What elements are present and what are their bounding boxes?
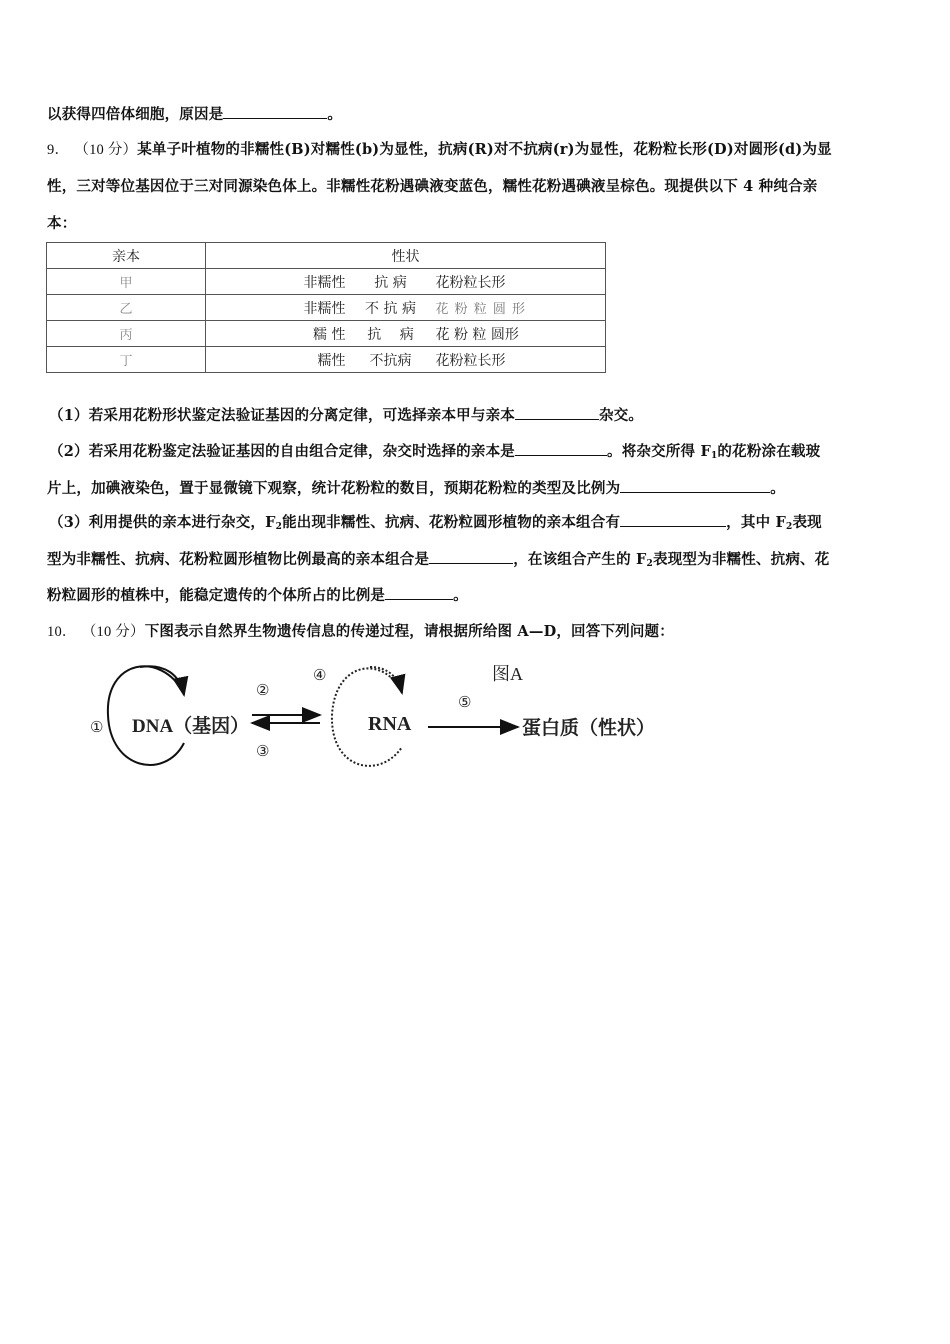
trait-disease: 不抗病 bbox=[369, 352, 412, 369]
node-dna: DNA（基因） bbox=[132, 716, 250, 737]
header-traits: 性状 bbox=[206, 243, 606, 269]
q9-sub2-line2 bbox=[47, 477, 785, 498]
label-3-reverse-transcription: ③ bbox=[256, 744, 270, 760]
subscript: 1 bbox=[710, 451, 718, 461]
continued-text: 以获得四倍体细胞，原因是 bbox=[47, 106, 224, 123]
sub3-after: ，其中 F bbox=[726, 514, 787, 531]
label-5-translation: ⑤ bbox=[458, 695, 472, 711]
question-score: （10 分） bbox=[74, 142, 138, 158]
parent-cell: 丙 bbox=[47, 321, 206, 347]
answer-blank[interactable] bbox=[515, 441, 607, 456]
trait-pollen: 花 粉 粒 圆 形 bbox=[435, 301, 527, 317]
q9-sub2-line1 bbox=[49, 440, 820, 461]
label-4-rna-replication: ④ bbox=[313, 668, 327, 684]
central-dogma-diagram bbox=[80, 655, 700, 785]
sub2-text: （2）若采用花粉鉴定法验证基因的自由组合定律，杂交时选择的亲本是 bbox=[49, 443, 515, 460]
period: 。 bbox=[770, 480, 785, 497]
table-row bbox=[47, 295, 606, 321]
question-number: 10． bbox=[47, 624, 77, 640]
figure-title: 图A bbox=[492, 664, 523, 684]
parent-cell: 甲 bbox=[47, 269, 206, 295]
label-1-replication: ① bbox=[90, 720, 104, 736]
q10-stem-line bbox=[47, 620, 674, 641]
continued-text-line bbox=[47, 103, 342, 124]
trait-waxy: 非糯性 bbox=[303, 274, 346, 291]
answer-blank[interactable] bbox=[223, 104, 327, 119]
trait-pollen: 花粉粒长形 bbox=[435, 352, 506, 369]
subscript: 2 bbox=[786, 522, 793, 532]
node-rna: RNA bbox=[368, 713, 412, 735]
question-number: 9． bbox=[47, 142, 70, 158]
subscript: 2 bbox=[275, 522, 283, 532]
question-score: （10 分） bbox=[81, 624, 145, 640]
sub2-suffix: 的花粉涂在载玻 bbox=[717, 443, 821, 460]
q9-stem-line3: 本： bbox=[47, 215, 77, 232]
trait-waxy: 糯性 bbox=[317, 352, 346, 369]
trait-pollen: 花 粉 粒 圆形 bbox=[435, 326, 519, 343]
period: 。 bbox=[453, 587, 468, 604]
answer-blank[interactable] bbox=[385, 585, 453, 600]
sub2-mid: 。将杂交所得 F bbox=[607, 443, 711, 460]
trait-disease: 不 抗 病 bbox=[365, 300, 416, 317]
sub3-suffix: 表现 bbox=[792, 514, 822, 531]
answer-blank[interactable] bbox=[620, 512, 726, 527]
sub3-text-3: 粉粒圆形的植株中，能稳定遗传的个体所占的比例是 bbox=[47, 587, 386, 604]
parent-traits-table bbox=[46, 242, 606, 373]
q9-sub3-line1 bbox=[49, 511, 822, 532]
q9-stem-line1 bbox=[47, 138, 832, 159]
answer-blank[interactable] bbox=[620, 478, 770, 493]
sub1-text: （1）若采用花粉形状鉴定法验证基因的分离定律，可选择亲本甲与亲本 bbox=[49, 407, 515, 424]
sub3-text-2: 型为非糯性、抗病、花粉粒圆形植物比例最高的亲本组合是 bbox=[47, 551, 430, 568]
q9-stem-text-1: 某单子叶植物的非糯性(B)对糯性(b)为显性，抗病(R)对不抗病(r)为显性，花粉粒长形(D)对圆形(d)为显 bbox=[137, 141, 832, 158]
sub3-text: （3）利用提供的亲本进行杂交，F bbox=[49, 514, 276, 531]
answer-blank[interactable] bbox=[515, 405, 599, 420]
traits-cell bbox=[206, 347, 606, 373]
q9-sub3-line3 bbox=[47, 584, 468, 605]
trait-pollen: 花粉粒长形 bbox=[435, 274, 506, 291]
header-parent: 亲本 bbox=[47, 243, 206, 269]
sub3-mid-2: ，在该组合产生的 F bbox=[513, 551, 647, 568]
traits-cell bbox=[206, 321, 606, 347]
sub3-mid: 能出现非糯性、抗病、花粉粒圆形植物的亲本组合有 bbox=[282, 514, 621, 531]
trait-disease: 抗 病 bbox=[367, 326, 414, 343]
sub2-text-2: 片上，加碘液染色，置于显微镜下观察，统计花粉粒的数目，预期花粉粒的类型及比例为 bbox=[47, 480, 621, 497]
table-row bbox=[47, 347, 606, 373]
q9-sub3-line2 bbox=[47, 548, 829, 569]
q9-stem-line2: 性，三对等位基因位于三对同源染色体上。非糯性花粉遇碘液变蓝色，糯性花粉遇碘液呈棕色。现提供以下 4 种纯合亲 bbox=[47, 178, 818, 195]
period: 。 bbox=[327, 106, 343, 123]
trait-disease: 抗 病 bbox=[374, 274, 407, 291]
subscript: 2 bbox=[646, 559, 654, 569]
node-protein: 蛋白质（性状） bbox=[522, 718, 656, 739]
table-row bbox=[47, 269, 606, 295]
q9-sub1 bbox=[49, 404, 643, 425]
sub1-suffix: 杂交。 bbox=[599, 407, 644, 424]
answer-blank[interactable] bbox=[429, 549, 513, 564]
trait-waxy: 糯 性 bbox=[313, 326, 346, 343]
traits-cell bbox=[206, 295, 606, 321]
traits-cell bbox=[206, 269, 606, 295]
sub3-suffix-2: 表现型为非糯性、抗病、花 bbox=[653, 551, 830, 568]
table-row bbox=[47, 321, 606, 347]
table-header-row bbox=[47, 243, 606, 269]
trait-waxy: 非糯性 bbox=[303, 300, 346, 317]
parent-cell: 乙 bbox=[47, 295, 206, 321]
parent-cell: 丁 bbox=[47, 347, 206, 373]
label-2-transcription: ② bbox=[256, 683, 270, 699]
q10-stem-text: 下图表示自然界生物遗传信息的传递过程，请根据所给图 A—D，回答下列问题： bbox=[144, 623, 674, 640]
